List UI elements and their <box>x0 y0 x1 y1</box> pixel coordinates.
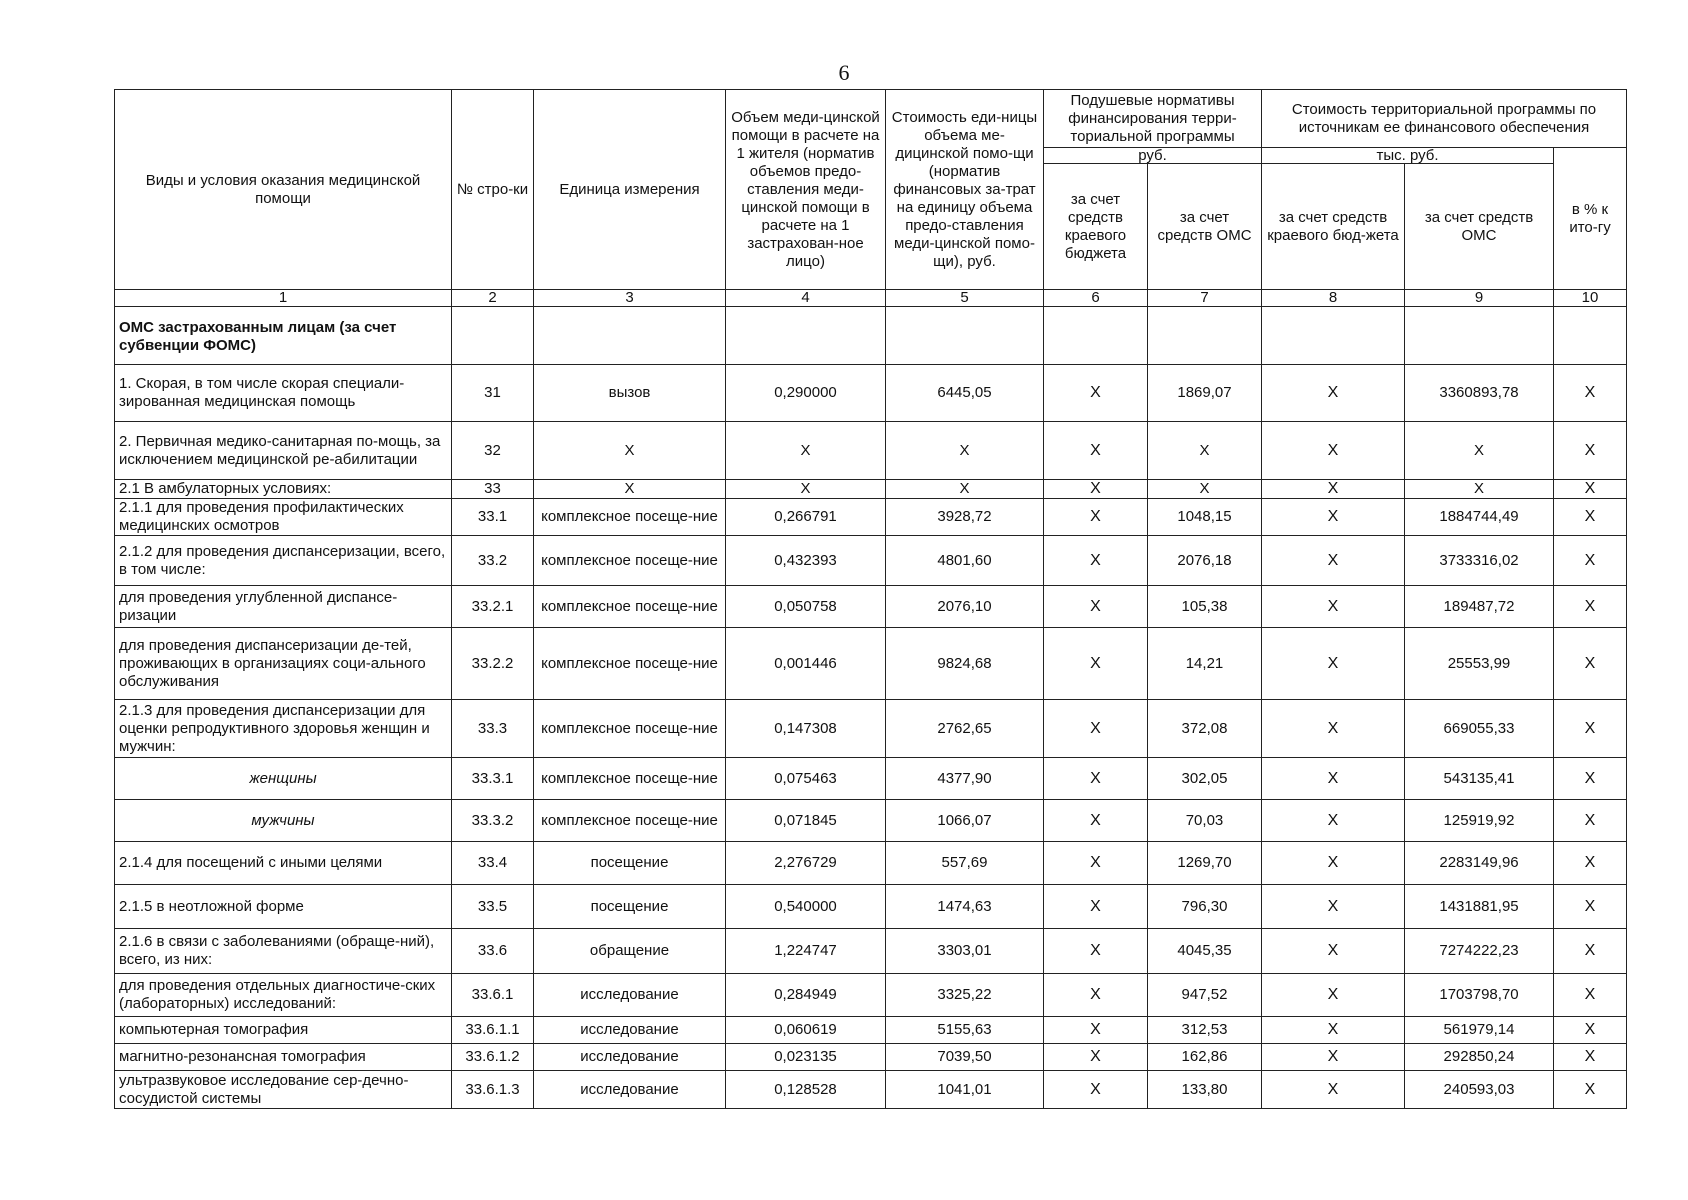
row-volume: 0,001446 <box>726 628 886 700</box>
row-unit-cost: 557,69 <box>886 842 1044 885</box>
row-regional-cost: X <box>1262 365 1405 422</box>
row-regional-per-capita: X <box>1044 499 1148 536</box>
row-line-number: 33.2 <box>452 536 534 586</box>
row-name: ультразвуковое исследование сер-дечно-сосудистой системы <box>115 1071 452 1109</box>
header-unit-cost: Стоимость еди-ницы объема ме-дицинской помо-щи (норматив финансовых за-трат на единицу объема предо-ставления меди-цинской помо-щи), руб. <box>886 90 1044 290</box>
row-name: мужчины <box>115 800 452 842</box>
row-line-number: 33.6 <box>452 929 534 974</box>
row-name: 2. Первичная медико-санитарная по-мощь, за исключением медицинской ре-абилитации <box>115 422 452 480</box>
row-regional-cost: X <box>1262 1017 1405 1044</box>
row-oms-cost: 543135,41 <box>1405 758 1554 800</box>
row-regional-per-capita: X <box>1044 1071 1148 1109</box>
row-percent: X <box>1554 800 1627 842</box>
row-oms-cost: 7274222,23 <box>1405 929 1554 974</box>
row-volume: 0,023135 <box>726 1044 886 1071</box>
header-oms-per-capita: за счет средств ОМС <box>1148 164 1262 290</box>
header-kinds: Виды и условия оказания медицинской помощи <box>115 90 452 290</box>
header-per-capita-unit: руб. <box>1044 148 1262 164</box>
row-regional-per-capita: X <box>1044 800 1148 842</box>
row-oms-cost: 125919,92 <box>1405 800 1554 842</box>
row-regional-per-capita: X <box>1044 1017 1148 1044</box>
row-oms-cost: 1884744,49 <box>1405 499 1554 536</box>
table-row <box>115 1017 1627 1044</box>
row-line-number: 33.5 <box>452 885 534 929</box>
row-volume: 0,075463 <box>726 758 886 800</box>
row-volume: 0,147308 <box>726 700 886 758</box>
row-unit-cost: 4377,90 <box>886 758 1044 800</box>
header-percent: в % к ито-гу <box>1554 148 1627 290</box>
table-row <box>115 536 1627 586</box>
header-oms-cost: за счет средств ОМС <box>1405 164 1554 290</box>
row-unit: посещение <box>534 842 726 885</box>
header-line-no: № стро-ки <box>452 90 534 290</box>
table-row <box>115 628 1627 700</box>
row-name: 2.1.4 для посещений с иными целями <box>115 842 452 885</box>
row-oms-per-capita: 4045,35 <box>1148 929 1262 974</box>
row-volume: 0,060619 <box>726 1017 886 1044</box>
row-regional-per-capita: X <box>1044 758 1148 800</box>
row-unit: комплексное посеще-ние <box>534 628 726 700</box>
row-regional-cost: X <box>1262 758 1405 800</box>
row-unit-cost: 1474,63 <box>886 885 1044 929</box>
row-regional-cost: X <box>1262 499 1405 536</box>
row-regional-cost: X <box>1262 700 1405 758</box>
table-row <box>115 422 1627 480</box>
table-row <box>115 1071 1627 1109</box>
table-row <box>115 842 1627 885</box>
row-line-number: 33.4 <box>452 842 534 885</box>
row-oms-per-capita: 947,52 <box>1148 974 1262 1017</box>
table-row <box>115 885 1627 929</box>
row-regional-per-capita: X <box>1044 885 1148 929</box>
row-line-number: 31 <box>452 365 534 422</box>
row-oms-per-capita: 312,53 <box>1148 1017 1262 1044</box>
row-oms-cost: 561979,14 <box>1405 1017 1554 1044</box>
row-percent: X <box>1554 1017 1627 1044</box>
row-regional-per-capita: X <box>1044 628 1148 700</box>
row-volume: 0,284949 <box>726 974 886 1017</box>
row-regional-cost: X <box>1262 536 1405 586</box>
row-line-number: 33.2.2 <box>452 628 534 700</box>
row-unit: исследование <box>534 1017 726 1044</box>
header-regional-budget-cost: за счет средств краевого бюд-жета <box>1262 164 1405 290</box>
header-cost-unit: тыс. руб. <box>1262 148 1554 164</box>
row-unit: X <box>534 480 726 499</box>
row-oms-per-capita: 2076,18 <box>1148 536 1262 586</box>
header-per-capita-group: Подушевые нормативы финансирования терри-ториальной программы <box>1044 90 1262 148</box>
row-regional-per-capita: X <box>1044 480 1148 499</box>
row-unit: вызов <box>534 365 726 422</box>
section-title: ОМС застрахованным лицам (за счет субвенции ФОМС) <box>115 307 452 365</box>
col-number: 9 <box>1405 290 1554 307</box>
row-regional-per-capita: X <box>1044 974 1148 1017</box>
row-unit-cost: 7039,50 <box>886 1044 1044 1071</box>
row-name: компьютерная томография <box>115 1017 452 1044</box>
row-volume: 0,266791 <box>726 499 886 536</box>
row-oms-per-capita: 1048,15 <box>1148 499 1262 536</box>
row-regional-cost: X <box>1262 422 1405 480</box>
row-percent: X <box>1554 628 1627 700</box>
row-unit: комплексное посеще-ние <box>534 536 726 586</box>
row-name: 2.1.2 для проведения диспансеризации, всего, в том числе: <box>115 536 452 586</box>
header-cost-group: Стоимость территориальной программы по источникам ее финансового обеспечения <box>1262 90 1627 148</box>
row-unit: X <box>534 422 726 480</box>
row-regional-per-capita: X <box>1044 536 1148 586</box>
row-unit-cost: 3303,01 <box>886 929 1044 974</box>
row-unit: исследование <box>534 974 726 1017</box>
row-name: для проведения углубленной диспансе-ризации <box>115 586 452 628</box>
row-line-number: 33.6.1 <box>452 974 534 1017</box>
row-unit-cost: 5155,63 <box>886 1017 1044 1044</box>
row-unit-cost: 3325,22 <box>886 974 1044 1017</box>
row-oms-per-capita: 302,05 <box>1148 758 1262 800</box>
table-row <box>115 586 1627 628</box>
row-regional-cost: X <box>1262 800 1405 842</box>
row-regional-per-capita: X <box>1044 586 1148 628</box>
row-volume: 0,290000 <box>726 365 886 422</box>
col-number: 10 <box>1554 290 1627 307</box>
row-oms-cost: 2283149,96 <box>1405 842 1554 885</box>
row-oms-per-capita: 1269,70 <box>1148 842 1262 885</box>
row-line-number: 33.2.1 <box>452 586 534 628</box>
row-regional-per-capita: X <box>1044 1044 1148 1071</box>
page-number: 6 <box>838 60 850 85</box>
row-unit: комплексное посеще-ние <box>534 700 726 758</box>
row-regional-cost: X <box>1262 842 1405 885</box>
row-oms-cost: 189487,72 <box>1405 586 1554 628</box>
row-line-number: 33.6.1.2 <box>452 1044 534 1071</box>
row-line-number: 33.6.1.3 <box>452 1071 534 1109</box>
row-unit: комплексное посеще-ние <box>534 800 726 842</box>
row-unit-cost: 4801,60 <box>886 536 1044 586</box>
col-number: 4 <box>726 290 886 307</box>
row-oms-cost: 3360893,78 <box>1405 365 1554 422</box>
row-line-number: 33.1 <box>452 499 534 536</box>
row-regional-per-capita: X <box>1044 422 1148 480</box>
row-line-number: 33 <box>452 480 534 499</box>
row-unit-cost: 3928,72 <box>886 499 1044 536</box>
row-regional-cost: X <box>1262 586 1405 628</box>
row-volume: 0,050758 <box>726 586 886 628</box>
row-percent: X <box>1554 842 1627 885</box>
row-unit-cost: X <box>886 422 1044 480</box>
row-percent: X <box>1554 536 1627 586</box>
table-row <box>115 499 1627 536</box>
row-volume: 0,540000 <box>726 885 886 929</box>
header-volume: Объем меди-цинской помощи в расчете на 1 жителя (норматив объемов предо-ставления меди-цинской помощи в расчете на 1 застрахован-ное лицо) <box>726 90 886 290</box>
row-volume: 0,432393 <box>726 536 886 586</box>
header-unit: Единица измерения <box>534 90 726 290</box>
row-line-number: 32 <box>452 422 534 480</box>
row-name: для проведения диспансеризации де-тей, проживающих в организациях соци-ального обслуживания <box>115 628 452 700</box>
col-number: 2 <box>452 290 534 307</box>
row-oms-cost: 3733316,02 <box>1405 536 1554 586</box>
row-unit-cost: X <box>886 480 1044 499</box>
row-percent: X <box>1554 365 1627 422</box>
row-percent: X <box>1554 1044 1627 1071</box>
col-number: 1 <box>115 290 452 307</box>
row-regional-per-capita: X <box>1044 700 1148 758</box>
row-regional-cost: X <box>1262 929 1405 974</box>
row-percent: X <box>1554 929 1627 974</box>
row-name: 2.1.1 для проведения профилактических медицинских осмотров <box>115 499 452 536</box>
row-name: магнитно-резонансная томография <box>115 1044 452 1071</box>
col-number: 5 <box>886 290 1044 307</box>
table-row <box>115 480 1627 499</box>
row-volume: 2,276729 <box>726 842 886 885</box>
row-unit: комплексное посеще-ние <box>534 499 726 536</box>
row-percent: X <box>1554 586 1627 628</box>
row-regional-per-capita: X <box>1044 929 1148 974</box>
col-number: 3 <box>534 290 726 307</box>
row-name: 2.1 В амбулаторных условиях: <box>115 480 452 499</box>
row-oms-cost: 1703798,70 <box>1405 974 1554 1017</box>
row-oms-per-capita: 162,86 <box>1148 1044 1262 1071</box>
row-unit-cost: 2762,65 <box>886 700 1044 758</box>
row-percent: X <box>1554 480 1627 499</box>
row-name: для проведения отдельных диагностиче-ских (лабораторных) исследований: <box>115 974 452 1017</box>
row-percent: X <box>1554 885 1627 929</box>
row-regional-per-capita: X <box>1044 842 1148 885</box>
row-unit: исследование <box>534 1044 726 1071</box>
row-line-number: 33.3.2 <box>452 800 534 842</box>
row-regional-cost: X <box>1262 628 1405 700</box>
row-oms-per-capita: 372,08 <box>1148 700 1262 758</box>
row-name: 2.1.6 в связи с заболеваниями (обраще-ний), всего, из них: <box>115 929 452 974</box>
table-row <box>115 800 1627 842</box>
row-name: 2.1.5 в неотложной форме <box>115 885 452 929</box>
row-percent: X <box>1554 758 1627 800</box>
header-regional-budget-per-capita: за счет средств краевого бюджета <box>1044 164 1148 290</box>
row-oms-per-capita: 14,21 <box>1148 628 1262 700</box>
row-oms-cost: 1431881,95 <box>1405 885 1554 929</box>
row-line-number: 33.6.1.1 <box>452 1017 534 1044</box>
row-unit-cost: 1066,07 <box>886 800 1044 842</box>
row-unit: комплексное посеще-ние <box>534 586 726 628</box>
row-unit-cost: 6445,05 <box>886 365 1044 422</box>
row-oms-per-capita: X <box>1148 422 1262 480</box>
row-oms-per-capita: 105,38 <box>1148 586 1262 628</box>
row-unit: посещение <box>534 885 726 929</box>
row-oms-per-capita: X <box>1148 480 1262 499</box>
col-number: 8 <box>1262 290 1405 307</box>
row-volume: X <box>726 480 886 499</box>
row-unit-cost: 1041,01 <box>886 1071 1044 1109</box>
row-line-number: 33.3.1 <box>452 758 534 800</box>
row-percent: X <box>1554 422 1627 480</box>
table-row <box>115 974 1627 1017</box>
row-percent: X <box>1554 974 1627 1017</box>
row-regional-per-capita: X <box>1044 365 1148 422</box>
financing-table <box>114 89 1627 1109</box>
row-regional-cost: X <box>1262 1071 1405 1109</box>
row-oms-per-capita: 796,30 <box>1148 885 1262 929</box>
table-row <box>115 365 1627 422</box>
row-oms-cost: X <box>1405 480 1554 499</box>
row-oms-per-capita: 133,80 <box>1148 1071 1262 1109</box>
row-volume: 0,071845 <box>726 800 886 842</box>
row-volume: 0,128528 <box>726 1071 886 1109</box>
row-unit: исследование <box>534 1071 726 1109</box>
row-unit-cost: 9824,68 <box>886 628 1044 700</box>
row-oms-per-capita: 70,03 <box>1148 800 1262 842</box>
row-percent: X <box>1554 499 1627 536</box>
row-unit-cost: 2076,10 <box>886 586 1044 628</box>
row-name: 2.1.3 для проведения диспансеризации для оценки репродуктивного здоровья женщин и мужчин: <box>115 700 452 758</box>
row-oms-cost: 292850,24 <box>1405 1044 1554 1071</box>
row-regional-cost: X <box>1262 480 1405 499</box>
row-oms-cost: 669055,33 <box>1405 700 1554 758</box>
row-percent: X <box>1554 1071 1627 1109</box>
row-regional-cost: X <box>1262 885 1405 929</box>
row-unit: комплексное посеще-ние <box>534 758 726 800</box>
col-number: 6 <box>1044 290 1148 307</box>
row-oms-per-capita: 1869,07 <box>1148 365 1262 422</box>
row-volume: X <box>726 422 886 480</box>
col-number: 7 <box>1148 290 1262 307</box>
table-row <box>115 929 1627 974</box>
row-unit: обращение <box>534 929 726 974</box>
row-name: 1. Скорая, в том числе скорая специали-зированная медицинская помощь <box>115 365 452 422</box>
row-oms-cost: 25553,99 <box>1405 628 1554 700</box>
row-volume: 1,224747 <box>726 929 886 974</box>
row-oms-cost: X <box>1405 422 1554 480</box>
row-oms-cost: 240593,03 <box>1405 1071 1554 1109</box>
row-line-number: 33.3 <box>452 700 534 758</box>
row-regional-cost: X <box>1262 1044 1405 1071</box>
row-percent: X <box>1554 700 1627 758</box>
row-name: женщины <box>115 758 452 800</box>
row-regional-cost: X <box>1262 974 1405 1017</box>
table-row <box>115 1044 1627 1071</box>
table-row <box>115 700 1627 758</box>
table-row <box>115 758 1627 800</box>
